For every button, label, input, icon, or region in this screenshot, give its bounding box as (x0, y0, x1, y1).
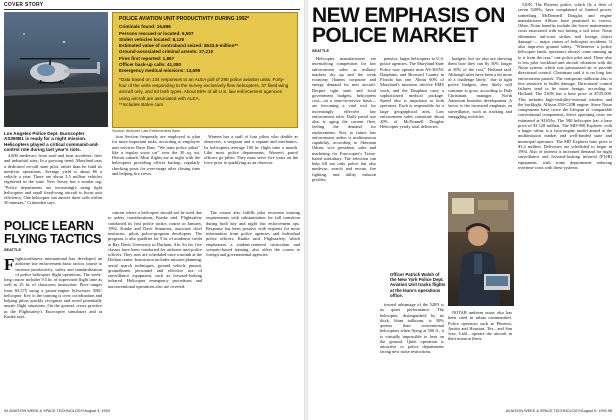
paragraph: pensive, larger helicopters to U.S. police agencies. The Maryland State Police now operate nine AS-365N1 Dauphins, and Broward County in Florida has one. About 60% of Maryland's missions involve EMS work, and the Dauphins carry a sophisticated medical package. Speed also is important to both operators. Each is responsible for a large geographical area. Law enforcement sales constitute about 20% of McDonnell Douglas Helicopter yearly total deliveries. (380, 56, 444, 130)
section-label: COVER STORY (4, 2, 44, 8)
main-headline: NEW EMPHASIS ON POLICE MARKET (312, 4, 505, 47)
page-footer: 94 AVIATION WEEK & SPACE TECHNOLOGY/August 9, 1993 (4, 409, 110, 413)
paragraph: cations where a helicopter should not be used due to safety considerations, Kunke said. Flightsafety conducted its first police tactics course in January, 1992. Kunke and Dave Simmons, associate chief instructor, pilots police-program developers. The program, it also qualifies for 5 hr. of academic credit at Ray Davis University in Durham, Ala. So far, five classes have been conducted for airborne unit-police officers. They now are scheduled once a month at the Dothan center. Instruction includes mission planning, aerial search techniques, ground vehicle pursuit, groundborne personnel and effective use of surveillance equipment, such as forward-looking infrared. Helicopter emergency procedures and unconventional operations also are covered. (108, 210, 202, 289)
paragraph: 520N. The Phoenix police, which fly a fleet of seven 520Ns, have complained of limited power, something McDonnell Douglas and engine manufacturer Allison have promised to correct. Other, Notar benefits include the lower maintenance costs associated with not having a tail rotor. Notar eliminates tail-rotor strikes and foreign object damage — major causes of helicopter accidents. It also improves ground safety. "Whenever a police helicopter lands, spectators always come running up to it from the rear," one police pilot said. There also is less pilot workload and aircraft vibration with the Notar system, which was pressurized air to provide directional control. Christman said it is on long law enforcement patrols. The composite tailboom also is less sensitive to bullet damage. Directional control failures tend to be more benign, according to Holland. The 520N has a base price of $725,000. This includes high-visibility-external window and the backlight. Allison 250-C20R engine. Since Notar components have twice the lifespan of comparable conventional components, direct operating costs are estimated at $165/hr. The 500 helicopter has a base price of $1.128 million. The MD-900 Explorer, with a larger cabin, is a twin-engine model aimed at the multimission market and well-funded state and municipal operators. The MD Explorer base price is $3.4 million. Deliveries are scheduled to begin in 1994. Also of interest is increased demand for night surveillance and forward-looking infrared (FLIR) equipment, with some departments reducing overtime costs with these systems. (518, 2, 612, 170)
stat-row: Criminals found: 16,896 (119, 24, 171, 30)
stats-box (112, 12, 298, 128)
stat-row: Persons rescued or located: 6,507 (119, 30, 194, 36)
stat-row: Ground-associated criminal arrests: 27,210 (119, 49, 214, 55)
helicopter-illustration (4, 12, 108, 127)
stat-row: Fires first reported: 1,867 (119, 55, 175, 61)
dateline: SEATTLE (312, 49, 330, 53)
paragraph: toward advantage of the 520N is its quiet performance. The helicopter, distinguished by its thick, blunt tailboom, is 50% quieter than conventional helicopters when flying at 500 ft., it is virtually impossible to hear on the ground. Quiet operation is attractive to police departments facing new noise restrictions. (380, 302, 444, 355)
stat-row: Estimated value of contraband seized: $533.6-million** (119, 43, 238, 49)
article-column (112, 134, 200, 208)
paragraph: NOTAR ambient noise also has been cited in urban communities. Police operators such as Phoenix, Austin and Houston, Tex., and San Jose, Calif., operate the aircraft in their mission fleets. (448, 310, 512, 342)
paragraph: Helicopter manufacturers are intensifying competition for law enforcement sales as military markets dry up and the weak economy flattens corporate and energy demand for new aircraft. Despite tight state and local government budgets, helicopters cost—on a time-in-service basis—are becoming a vital tool for increasingly effective law enforcement roles. Daily patrol use also is aging the current fleet, feeling the demand for replacements. Key to future law enforcement orders is multimission capability, according to Sherman Odom, vice president, sales and marketing for Eurocopter's Texas-based subsidiary. The selection can help fill not only police but also medevac, search and rescue, fire fighting, and utility mission profiles. (312, 56, 376, 182)
article-column (448, 310, 512, 406)
stats-source: Source: Airborne Law Enforcement Assn. (112, 129, 182, 133)
article-column (380, 56, 444, 270)
header-rule (4, 9, 300, 10)
page-footer: AVIATION WEEK & SPACE TECHNOLOGY/August 9, 1993 95 (505, 409, 612, 413)
officer-illustration (448, 192, 514, 306)
stat-row: Officer back-up calls: 41,080 (119, 62, 182, 68)
officer-photo (448, 192, 514, 306)
paragraph: Women has a staff of four pilots who double as observers, a sergeant and a captain and mechanics. Its helicopters average 100 hr. flight time a month. Like most police departments, Warren's patrol officers go pilots. They must serve five years on the force prior to qualifying as an observer. (204, 134, 298, 166)
stats-footnote: *Data based on 134 responses to an ALEA poll of 290 police aviation units. Forty-four of the units responding to the survey exclusively flew helicopters, 37 fixed-wing aircraft only, and 53 both types. About 85% of all U.S. law enforcement agencies using aircraft are associated with ALEA. (119, 76, 289, 101)
left-page (0, 0, 304, 420)
photo-caption: Los Angeles Police Dept. Eurocopter AS350B1 is ready for a night mission. Helicopters played a critical command-and-control role during last year's riots. (4, 131, 99, 153)
article-column (206, 210, 300, 407)
article-column (4, 153, 102, 217)
paragraph: budgets, but we also are showing them how they can fly 50% longer at 50% of the cost," Holland said. Although sales have been a bit more of a challenge lately," due to tight police budgets, they likely will continue to grow, according to Dale Christman, manager, North American business development. A factor is the increased emphasis on surveillance, such as tracking and smuggling activities. (448, 56, 512, 119)
stat-row: Stolen vehicles located: 8,129 (119, 36, 185, 42)
paragraph: lightworthiness international has developed an airborne law enforcement basic tactics course to increase productivity, safety and standardization of police helicopter flight operations. The week-long course includes 9.5 hr. of supervised flight time as well as 25 hr. of classroom instruction. Price ranges from $3,575 using a piston-engine Schweizer 300C helicopter. Key to the training is crew coordination and helping pilots quickly recognize and avoid potentially unsafe flight situations. On the ground, crews practice in the Flightsafety's Eurocopter simulators and at Kunke says. (4, 256, 102, 319)
paragraph: 4,800 medevacs from road and boat accidents, fires and industrial sites. In a growing trend, Maryland uses a dedicated on-call state pilot, rather than be fund its medevac operations. Average yield is about $6 a vehicle a year. There are about 3.5 million vehicles registered in the state. New Jersey has a similar tag. "Police departments are increasingly using light helicopters and small fixed-wing aircraft to boost unit efficiency. One helicopter can answer three calls within 30 minutes," Crittenden says. (4, 153, 102, 206)
drop-cap: F (4, 256, 15, 274)
article-column (4, 256, 102, 406)
dateline: SEATTLE (4, 248, 22, 252)
right-page (308, 0, 616, 420)
photo-caption: Officer Patrick Walsh of the New York Police Dept. Aviation Unit tracks flights at the team's operations office. (390, 272, 446, 298)
helicopter-photo (4, 12, 108, 127)
article-column (518, 2, 612, 407)
stat-row: Emergency medical missions: 13,699 (119, 68, 201, 74)
sidebar-headline: POLICE LEARN FLYING TACTICS (4, 219, 102, 246)
stats-title: POLICE AVIATION UNIT PRODUCTIVITY DURING 1992* (119, 16, 250, 22)
paragraph: tion Section frequently are employed to plan for more important tasks, according to employee unit services Dave Burt. "We train police pilots" like a regular scout car" over the 30 sq. mi. Detroit suburb. Most flights are at night with the helicopters providing officer backup, regularly checking posts for over-usage after closing time and helping fire crews. (112, 134, 200, 176)
article-column (312, 56, 376, 406)
paragraph: The course also fulfills pilot recurrent training requirements with substantiation for full transition during both day and night law enforcement ops. Response has been positive with requests for more information from police agencies and individual police officers, Kunke said. Flightsafety, which emphasizes a student-centered curriculum and scenario-based training, also offers the course to foreign and governmental agencies. (206, 210, 300, 257)
article-column (204, 134, 298, 208)
article-column (108, 210, 202, 407)
article-column (380, 302, 444, 406)
stats-footnote-2: **Includes stolen cars (119, 101, 164, 107)
